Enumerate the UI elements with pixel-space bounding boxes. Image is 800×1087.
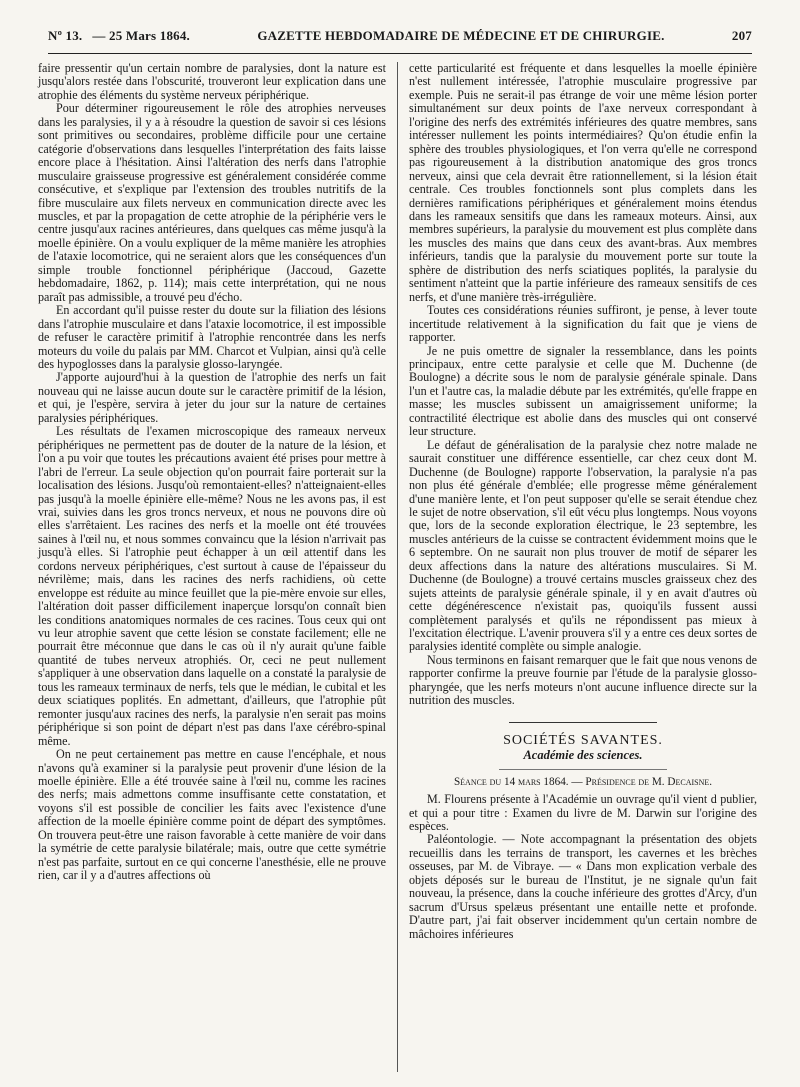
- paragraph: On ne peut certainement pas mettre en cause l'encéphale, et nous n'avons qu'à examiner si la paralysie peut provenir d'une lésion de la moelle épinière. Elle a été trouvée saine à l'œil nu, comme les racines des nerfs; mais admettons comme insuffisante cette constatation, et voyons s'il est possible de concilier les faits avec l'existence d'une affection de la moelle épinière comme point de départ des symptômes. On trouvera peut-être une raison favorable à cette manière de voir dans la symétrie de cette paralysie bilatérale; mais, outre que cette symétrie n'est pas parfaite, surtout en ce qui concerne l'anesthésie, elle ne prouve rien, car il y a d'autres affections où: [38, 747, 386, 883]
- paragraph: faire pressentir qu'un certain nombre de paralysies, dont la nature est jusqu'alors restée dans l'obscurité, trouveront leur explication dans une atrophie des éléments du système nerveux périphérique.: [38, 61, 386, 102]
- column-divider: [397, 62, 398, 1072]
- section-title: SOCIÉTÉS SAVANTES.: [409, 722, 757, 747]
- paragraph: Paléontologie. — Note accompagnant la présentation des objets recueillis dans les terrains de transport, les cavernes et les brèches osseuses, par M. de Vibraye. — « Dans mon explication verbale des objets déposés sur le bureau de l'Institut, je ne signale qu'un fait nouveau, la présence, dans la couche inférieure des grottes d'Arcy, d'un sacrum d'Ursus spelæus présentant une entaille nette et profonde. D'autre part, j'ai fait observer incidemment qu'un certain nombre de mâchoires inférieures: [409, 832, 757, 941]
- journal-title: GAZETTE HEBDOMADAIRE DE MÉDECINE ET DE CHIRURGIE.: [257, 28, 665, 43]
- issue-number: Nº 13.: [48, 28, 83, 43]
- paragraph: En accordant qu'il puisse rester du doute sur la filiation des lésions dans l'atrophie musculaire et dans l'ataxie locomotrice, il est impossible de refuser le caractère primitif à l'atrophie rencontrée dans les nerfs moteurs du voile du palais par MM. Charcot et Vulpian, ainsi qu'à celle des hypoglosses dans la paralysie glosso-laryngée.: [38, 303, 386, 371]
- paragraph: Le défaut de généralisation de la paralysie chez notre malade ne saurait constituer une différence essentielle, car chez ceux dont M. Duchenne (de Boulogne) rapporte l'observation, la paralysie n'a pas non plus été générale d'emblée; elle progresse même généralement d'une manière lente, et l'on peut supposer qu'elle se serait étendue chez le sujet de notre observation, s'il eût vécu plus longtemps. Nous voyons que, lors de la seconde exploration électrique, le 23 septembre, les muscles antérieurs de la cuisse se contractent évidemment moins que le 6 septembre. On ne saurait non plus trouver de motif de séparer les deux affections dans la nature des altérations musculaires. Si M. Duchenne (de Boulogne) a trouvé certains muscles graisseux chez des sujets atteints de paralysie générale spinale, il y en avait d'autres où cette dégénérescence n'existait pas, quoiqu'ils fussent aussi complètement paralysés et qu'ils ne répondissent pas mieux à l'excitation électrique. L'avenir prouvera s'il y a entre ces deux sortes de paralysies identité complète ou simple analogie.: [409, 437, 757, 654]
- right-column: [409, 62, 757, 941]
- header-left: [48, 28, 190, 44]
- paragraph: Je ne puis omettre de signaler la ressemblance, dans les points principaux, entre cette paralysie et celle que M. Duchenne (de Boulogne) a décrite sous le nom de paralysie générale spinale. Dans l'un et l'autre cas, la maladie débute par les extrémités, qu'elle frappe en masse; les muscles subissent un amaigrissement uniforme; la contractilité électrique est abolie dans des muscles qui ont conservé leur structure.: [409, 343, 757, 439]
- paragraph: Pour déterminer rigoureusement le rôle des atrophies nerveuses dans les paralysies, il y a à résoudre la question de savoir si ces lésions sont primitives ou secondaires, problème difficile pour une certaine catégorie d'observations dans lesquelles l'interprétation des faits laisse encore place à l'hésitation. Ainsi l'altération des nerfs dans l'atrophie musculaire graisseuse progressive est généralement considérée comme consécutive, et s'explique par l'extension des troubles nutritifs de la fibre musculaire aux filets nerveux en communication directe avec les muscles, et par la propagation de cette atrophie de la périphérie vers le centre jusqu'aux racines antérieures, dans quelques cas même jusqu'à la moelle épinière. On a voulu expliquer de la même manière les atrophies de l'ataxie locomotrice, qui ne seraient alors que les conséquences d'un simple trouble fonctionnel périphérique (Jaccoud, Gazette hebdomadaire, 1862, p. 114); mais cette interprétation, qui ne nous paraît pas admissible, a trouvé peu d'écho.: [38, 101, 386, 304]
- page-header: [48, 28, 752, 50]
- paragraph: cette particularité est fréquente et dans lesquelles la moelle épinière n'est nullement intéressée, l'atrophie musculaire progressive par exemple. Puis ne serait-il pas étrange de voir une même lésion porter simultanément sur deux points de l'axe nerveux correspondant à l'origine des nerfs des extrémités inférieures des quatre membres, sans intéresser nullement les points intermédiaires? Qu'on étudie enfin la sphère des troubles physiologiques, et l'on verra qu'elle ne correspond pas rigoureusement à la distribution anatomique des gros troncs nerveux, ainsi que cela devrait être rationnellement, si la lésion était centrale. Ces troubles fonctionnels sont plus complets dans les dernières ramifications périphériques et généralement moins étendus dans les rameaux sensitifs que dans les rameaux moteurs. Ainsi, aux membres supérieurs, la paralysie du mouvement est plus complète dans les muscles des mains que dans ceux des avant-bras. Aux membres inférieurs, tandis que la paralysie du mouvement porte sur toute la sphère de distribution des nerfs sciatiques poplités, la paralysie du sentiment n'atteint que la partie inférieure des rameaux sensitifs de ces nerfs, et d'une manière très-irrégulière.: [409, 61, 757, 304]
- paragraph: Nous terminons en faisant remarquer que le fait que nous venons de rapporter confirme la preuve fournie par l'étude de la paralysie glosso-pharyngée, que les nerfs moteurs n'ont aucune influence directe sur la nutrition des muscles.: [409, 652, 757, 708]
- issue-date: — 25 Mars 1864.: [92, 28, 190, 43]
- paragraph: J'apporte aujourd'hui à la question de l'atrophie des nerfs un fait nouveau qui ne laisse aucun doute sur le caractère primitif de la lésion, et qui, je l'espère, servira à jeter du jour sur la nature de certaines paralysies périphériques.: [38, 370, 386, 425]
- seance-line: Séance du 14 mars 1864. — Présidence de M. Decaisne.: [453, 775, 713, 788]
- header-rule: [48, 53, 752, 54]
- paragraph: M. Flourens présente à l'Académie un ouvrage qu'il vient d publier, et qui a pour titre : Examen du livre de M. Darwin sur l'origine des espèces.: [409, 792, 757, 834]
- page-number: 207: [731, 28, 752, 43]
- paragraph: Toutes ces considérations réunies suffiront, je pense, à lever toute incertitude relativement à la signification du fait que je viens de rapporter.: [409, 303, 757, 345]
- left-column: [38, 62, 386, 883]
- section-subtitle: Académie des sciences.: [523, 748, 643, 763]
- paragraph: Les résultats de l'examen microscopique des rameaux nerveux périphériques ne permettent pas de douter de la nature de la lésion, et l'on a pu voir que toutes les précautions avaient été prises pour mettre à l'abri de l'erreur. La seule objection qu'on pourrait faire porterait sur la localisation des lésions. Jusqu'où remontaient-elles? n'atteignaient-elles pas jusqu'à la moelle épinière elle-même? Nous ne les avons pas, il est vrai, suivies dans les gros troncs nerveux, et nous ne pouvons dire où elles s'arrêtaient. Les racines des nerfs et la moelle ont été trouvées saines à l'œil nu, et nous sommes convaincu que la lésion n'arrivait pas jusqu'à elles. Si l'atrophie peut échapper à un œil attentif dans les cordons nerveux périphériques, c'est surtout à cause de l'épaisseur du névrilème; mais, dans les racines des nerfs rachidiens, où cette enveloppe est réduite au mince feuillet que la pie-mère envoie sur elles, l'altération doit passer difficilement inaperçue lorsqu'on connaît bien les conditions anatomiques normales de ces racines. Tous ceux qui ont vu leur atrophie savent que cette lésion se constate facilement; elle ne pourrait être méconnue que dans le cas où il n'y aurait qu'une faible quantité de tubes nerveux atrophiés. Or, ceci ne peut nullement s'appliquer à une observation dans laquelle on a constaté la paralysie de tous les rameaux terminaux de nerfs, tels que le médian, le cubital et les deux sciatiques poplités. En admettant, d'ailleurs, que l'atrophie pût remonter jusqu'aux racines des nerfs, la paralysie n'en serait pas moins périphérique si son point de départ n'est pas dans l'axe cérébro-spinal même.: [38, 424, 386, 748]
- section-separator: [499, 769, 667, 770]
